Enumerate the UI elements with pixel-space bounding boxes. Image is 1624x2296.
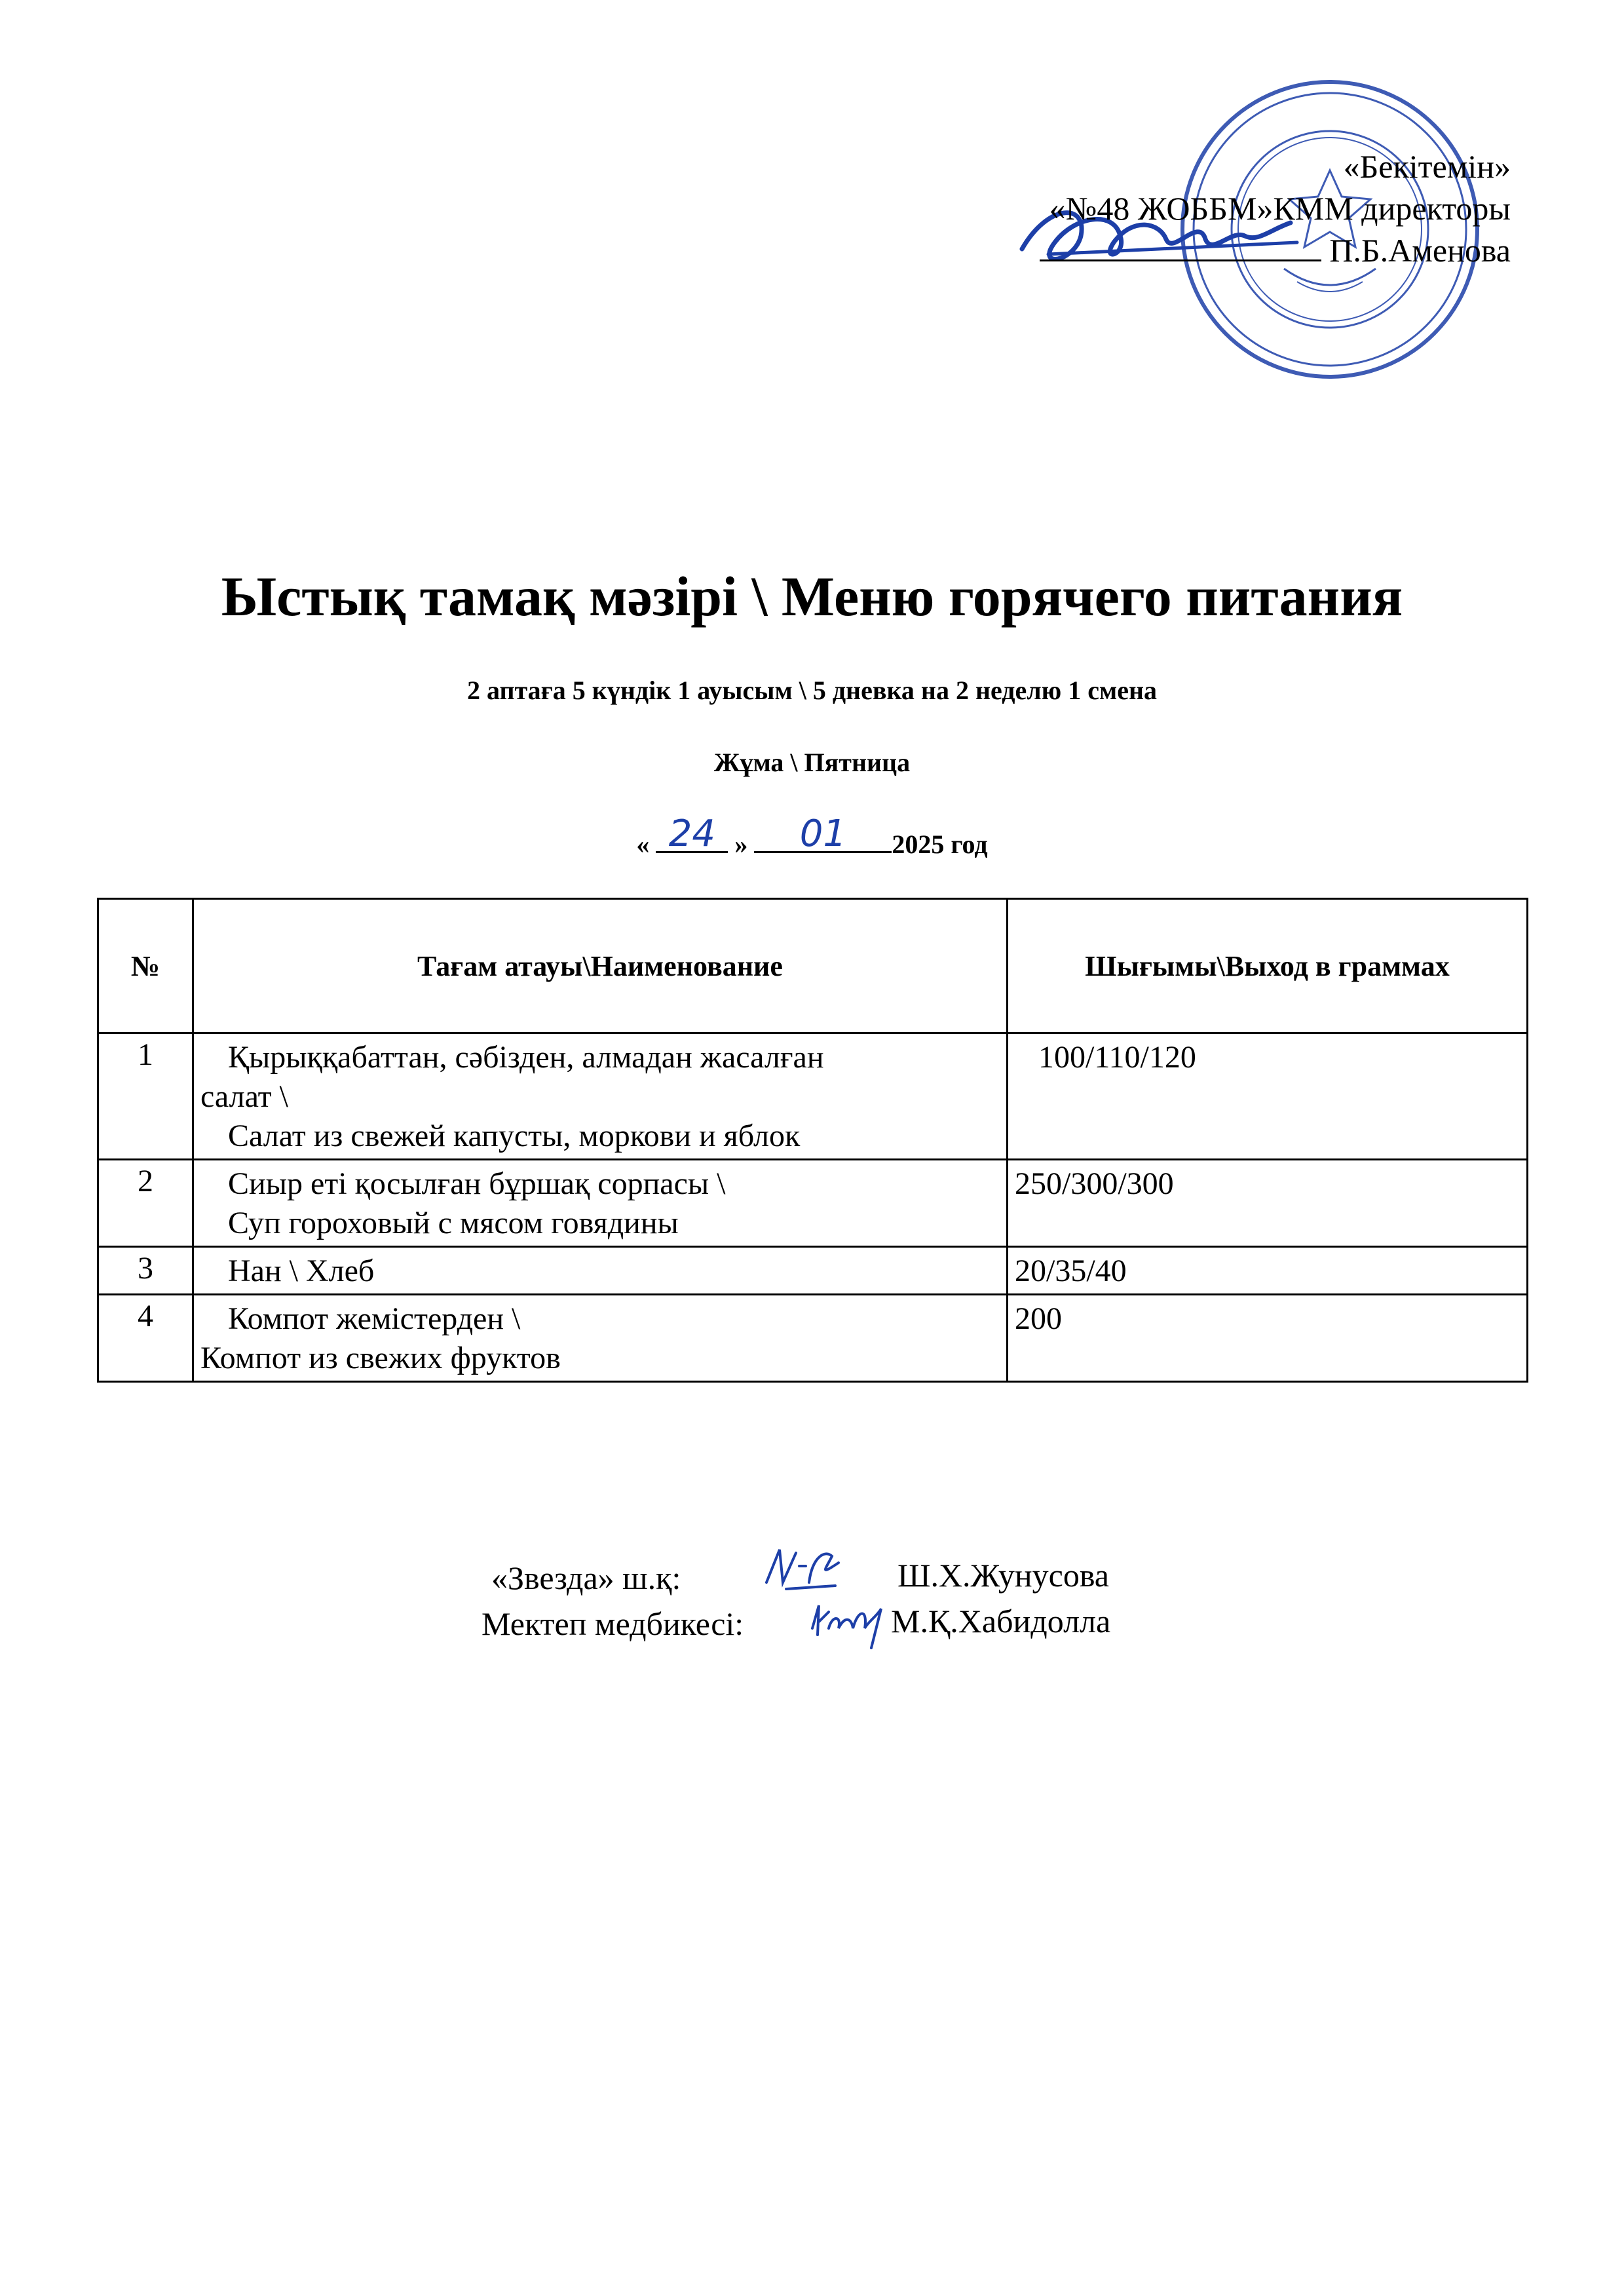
table-row [98,1160,1528,1247]
row-dish-name: Сиыр еті қосылған бұршақ сорпасы \ Суп гороховый с мясом говядины [193,1160,1008,1247]
date-line [0,813,1624,860]
cook-role: «Звезда» ш.қ: [491,1559,681,1596]
row-number: 4 [98,1295,193,1382]
row-yield: 250/300/300 [1008,1160,1528,1247]
approval-label: «Бекітемін» [1343,148,1511,185]
signature-line [1040,233,1321,261]
cook-name: Ш.Х.Жунусова [897,1557,1109,1594]
nurse-signature [806,1589,891,1655]
table-row [98,1295,1528,1382]
row-number: 2 [98,1160,193,1247]
date-month-value: 01 [799,813,846,855]
page-title: Ыстық тамақ мәзірі \ Меню горячего питания [221,565,1403,628]
header-yield: Шығымы\Выход в граммах [1008,899,1528,1033]
header-number: № [98,899,193,1033]
date-day-field [656,813,728,855]
table-row [98,1033,1528,1160]
row-dish-name: Компот жемістерден \ Компот из свежих фруктов [193,1295,1008,1382]
page-subtitle: 2 аптаға 5 күндік 1 ауысым \ 5 дневка на 2 неделю 1 смена [466,676,1158,705]
nurse-name: М.Қ.Хабидолла [891,1603,1111,1639]
row-dish-name: Қырыққабаттан, сәбізден, алмадан жасалған салат \ Салат из свежей капусты, моркови и яблок [193,1033,1008,1160]
row-number: 3 [98,1247,193,1295]
date-close-quote: » [734,830,748,859]
row-yield: 100/110/120 [1008,1033,1528,1160]
row-yield: 200 [1008,1295,1528,1382]
header-dish-name: Тағам атауы\Наименование [193,899,1008,1033]
table-row [98,1247,1528,1295]
nurse-role: Мектеп медбикесі: [482,1605,744,1642]
menu-table [97,898,1528,1383]
date-month-field [754,813,892,855]
approval-block [921,145,1511,271]
day-of-week: Жұма \ Пятница [713,748,911,777]
date-year: 2025 год [892,830,988,859]
date-open-quote: « [636,830,650,859]
approval-position: «№48 ЖОББМ»КММ директоры [1049,190,1511,227]
row-yield: 20/35/40 [1008,1247,1528,1295]
approval-name: П.Б.Аменова [1329,232,1511,269]
row-number: 1 [98,1033,193,1160]
date-day-value: 24 [668,813,715,855]
table-header-row [98,899,1528,1033]
row-dish-name: Нан \ Хлеб [193,1247,1008,1295]
